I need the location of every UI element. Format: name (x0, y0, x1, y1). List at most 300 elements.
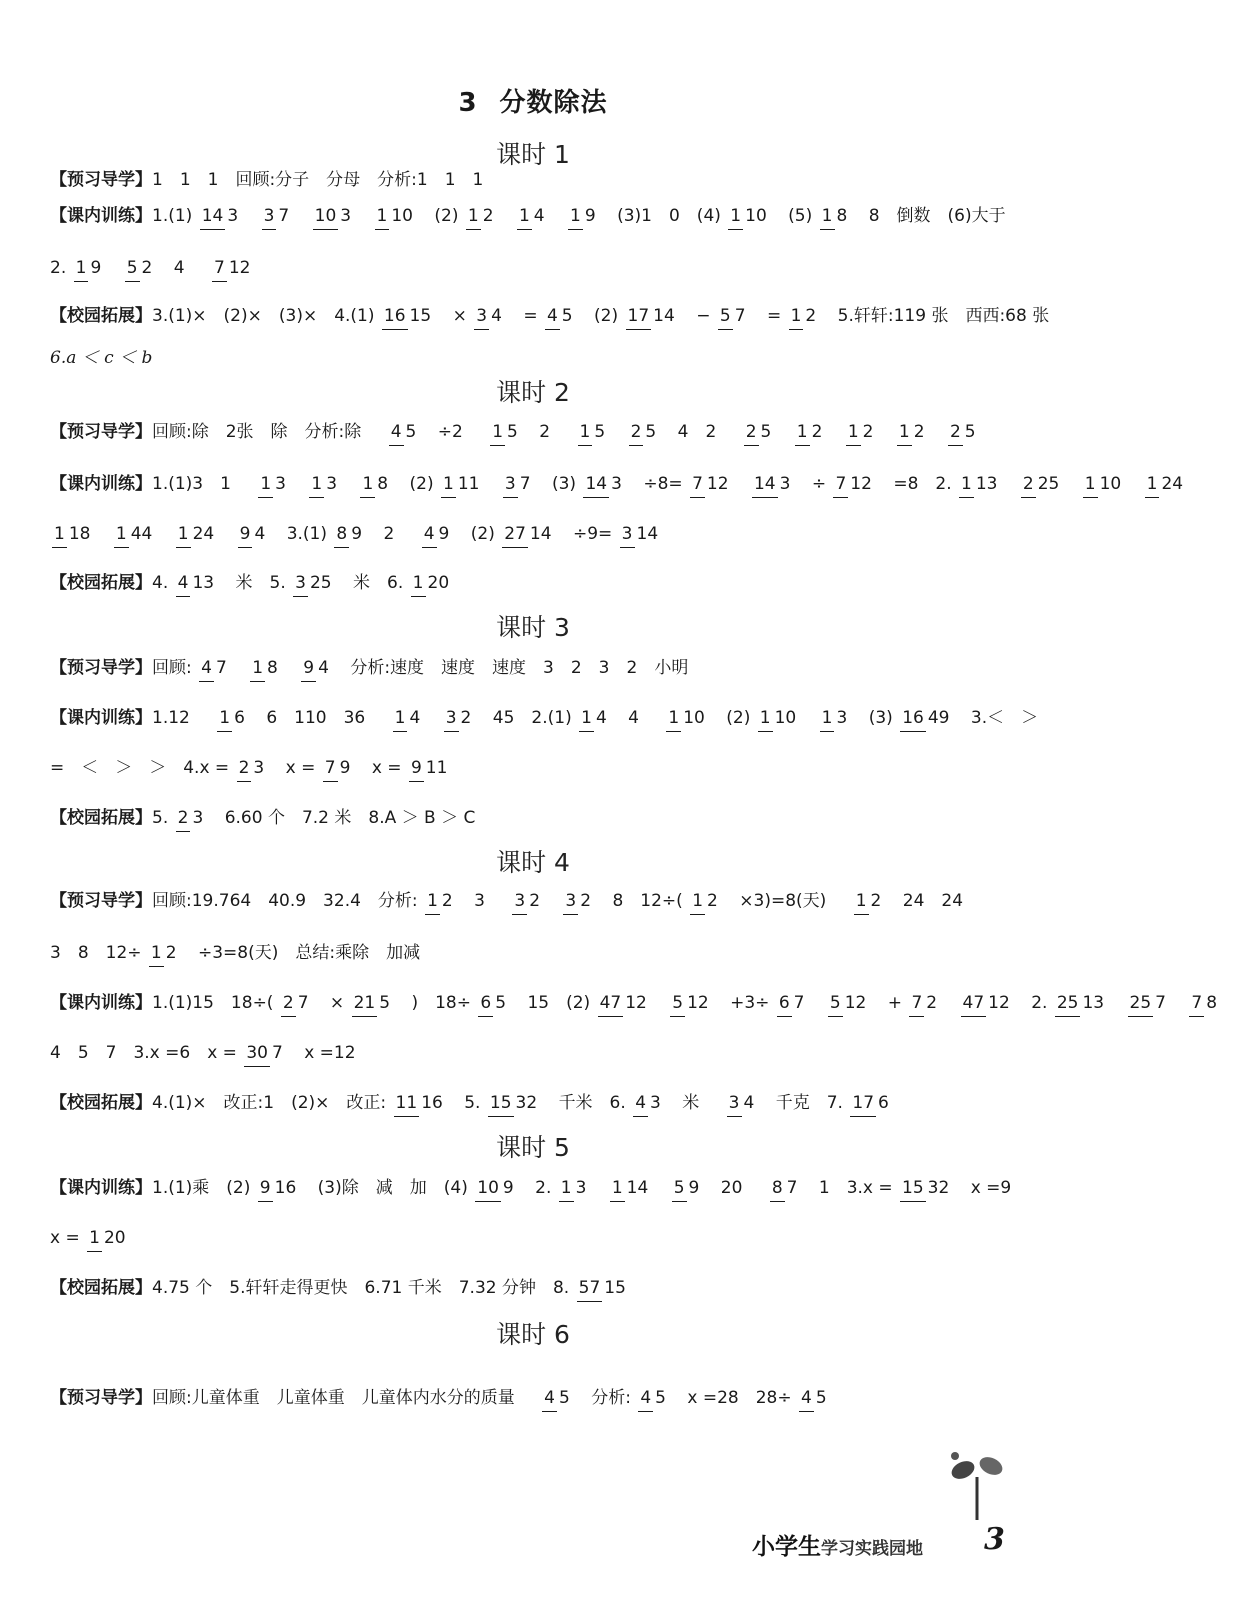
denominator: 5 (815, 1387, 827, 1408)
denominator: 3 (836, 707, 848, 728)
fraction (752, 473, 792, 494)
numerator: 14 (200, 206, 226, 230)
fraction (149, 942, 179, 963)
denominator: 5 (495, 992, 507, 1013)
numerator: 47 (961, 993, 987, 1017)
l3-class-line-1: 【课内训练】1.12 1 6 6 110 36 1 4 3 2 45 2.(1) 1 4 4 1 10 (2) 1 10 1 3 (3) 16 49 3.＜ ＞ (50, 690, 1010, 746)
l4-campus-line: 【校园拓展】4.(1)× 改正:1 (2)× 改正: 11 16 5. 15 32 千米 6. 4 3 米 3 4 千克 7. 17 6 (50, 1075, 1010, 1131)
numerator: 4 (638, 1388, 653, 1412)
denominator: 2 (926, 992, 938, 1013)
fraction (795, 421, 825, 442)
denominator: 18 (68, 523, 91, 544)
denominator: 9 (351, 523, 363, 544)
denominator: 16 (421, 1092, 443, 1113)
numerator: 1 (690, 891, 705, 915)
denominator: 7 (786, 1177, 798, 1198)
numerator: 2 (629, 422, 644, 446)
denominator: 9 (339, 757, 351, 778)
numerator: 21 (352, 993, 378, 1017)
denominator: 9 (502, 1177, 514, 1198)
fraction (629, 421, 659, 442)
denominator: 6 (878, 1092, 889, 1113)
numerator: 1 (728, 206, 743, 230)
numerator: 14 (583, 474, 609, 498)
denominator: 24 (192, 523, 215, 544)
l1-campus-line-2: 6.a ＜ c ＜ b (50, 348, 153, 368)
numerator: 9 (409, 758, 424, 782)
numerator: 3 (563, 891, 578, 915)
numerator: 6 (777, 993, 792, 1017)
denominator: 2 (913, 421, 925, 442)
denominator: 5 (964, 421, 976, 442)
fraction (74, 257, 104, 278)
numerator: 1 (568, 206, 583, 230)
fraction (200, 205, 240, 226)
numerator: 4 (389, 422, 404, 446)
fraction (820, 205, 850, 226)
l3-class-line-2: = ＜ ＞ ＞ 4.x = 2 3 x = 7 9 x = 9 11 (50, 740, 1010, 796)
numerator: 17 (626, 306, 652, 330)
numerator: 1 (559, 1178, 574, 1202)
fraction (444, 707, 474, 728)
fraction (360, 473, 390, 494)
fraction (850, 1092, 890, 1113)
fraction (244, 1042, 284, 1063)
fraction (441, 473, 481, 494)
l1-class-line-2: 2. 1 9 5 2 4 7 12 (50, 240, 1010, 296)
fraction (610, 1177, 650, 1198)
fraction (900, 707, 951, 728)
numerator: 10 (313, 206, 339, 230)
numerator: 7 (323, 758, 338, 782)
numerator: 2 (1021, 474, 1036, 498)
fraction (583, 473, 623, 494)
denominator: 3 (779, 473, 791, 494)
fraction (478, 992, 508, 1013)
l4-preview-line-1: 【预习导学】回顾:19.764 40.9 32.4 分析: 1 2 3 3 2 3 2 8 12÷( 1 2 ×3)=8(天) 1 2 24 24 (50, 873, 1010, 929)
l5-class-line-2: x = 1 20 (50, 1210, 1010, 1266)
l2-campus-line: 【校园拓展】4. 4 13 米 5. 3 25 米 6. 1 20 (50, 555, 1010, 611)
denominator: 4 (254, 523, 266, 544)
numerator: 1 (217, 708, 232, 732)
numerator: 1 (795, 422, 810, 446)
denominator: 9 (438, 523, 450, 544)
fraction (1128, 992, 1168, 1013)
numerator: 6 (478, 993, 493, 1017)
fraction (258, 473, 288, 494)
denominator: 9 (584, 205, 596, 226)
fraction (598, 992, 649, 1013)
page-number: 3 (984, 1522, 1005, 1557)
numerator: 1 (52, 524, 67, 548)
numerator: 1 (425, 891, 440, 915)
denominator: 7 (271, 1042, 283, 1063)
fraction (718, 305, 748, 326)
numerator: 4 (633, 1093, 648, 1117)
numerator: 7 (909, 993, 924, 1017)
fraction (517, 205, 547, 226)
denominator: 2 (805, 305, 817, 326)
fraction (323, 757, 353, 778)
denominator: 5 (405, 421, 417, 442)
l5-campus-line: 【校园拓展】4.75 个 5.轩轩走得更快 6.71 千米 7.32 分钟 8. 57 15 (50, 1260, 1010, 1316)
numerator: 2 (744, 422, 759, 446)
denominator: 25 (1037, 473, 1060, 494)
l3-campus-line: 【校园拓展】5. 2 3 6.60 个 7.2 米 8.A ＞ B ＞ C (50, 790, 1010, 846)
numerator: 3 (727, 1093, 742, 1117)
numerator: 1 (393, 708, 408, 732)
fraction (309, 473, 339, 494)
fraction (1055, 992, 1106, 1013)
fraction (620, 523, 660, 544)
denominator: 10 (1099, 473, 1122, 494)
fraction (626, 305, 677, 326)
denominator: 5 (645, 421, 657, 442)
denominator: 12 (625, 992, 647, 1013)
denominator: 3 (575, 1177, 587, 1198)
fraction (959, 473, 999, 494)
denominator: 4 (409, 707, 421, 728)
fraction (212, 257, 252, 278)
denominator: 2 (707, 890, 718, 911)
fraction (638, 1387, 668, 1408)
denominator: 12 (988, 992, 1010, 1013)
denominator: 12 (850, 473, 872, 494)
numerator: 1 (854, 891, 869, 915)
denominator: 12 (228, 257, 251, 278)
numerator: 1 (250, 658, 265, 682)
denominator: 3 (326, 473, 338, 494)
denominator: 2 (580, 890, 592, 911)
fraction (512, 890, 542, 911)
fraction (820, 707, 850, 728)
numerator: 7 (690, 474, 705, 498)
denominator: 9 (688, 1177, 700, 1198)
fraction (389, 421, 419, 442)
denominator: 10 (683, 707, 705, 728)
denominator: 7 (519, 473, 531, 494)
denominator: 8 (267, 657, 278, 678)
denominator: 2 (482, 205, 494, 226)
numerator: 3 (293, 573, 308, 597)
denominator: 15 (409, 305, 432, 326)
fraction (670, 992, 710, 1013)
fraction (758, 707, 798, 728)
fraction (425, 890, 455, 911)
denominator: 2 (441, 890, 453, 911)
l4-class-line-2: 4 5 7 3.x =6 x = 30 7 x =12 (50, 1025, 1010, 1081)
numerator: 15 (900, 1178, 926, 1202)
denominator: 5 (594, 421, 606, 442)
l1-class-line-1: 【课内训练】1.(1) 14 3 3 7 10 3 1 10 (2) 1 2 1 4 1 9 (3)1 0 (4) 1 10 (5) 1 8 8 倒数 (6)大于 (50, 188, 1010, 244)
fraction (579, 707, 609, 728)
fraction (828, 992, 868, 1013)
denominator: 7 (734, 305, 746, 326)
fraction (1083, 473, 1123, 494)
numerator: 1 (411, 573, 426, 597)
fraction (293, 572, 333, 593)
fraction (633, 1092, 663, 1113)
numerator: 1 (149, 943, 164, 967)
fraction (559, 1177, 589, 1198)
numerator: 25 (1055, 993, 1081, 1017)
denominator: 7 (278, 205, 290, 226)
denominator: 12 (706, 473, 729, 494)
fraction (961, 992, 1012, 1013)
fraction (578, 421, 608, 442)
fraction (411, 572, 451, 593)
l3-preview-line: 【预习导学】回顾: 4 7 1 8 9 4 分析:速度 速度 速度 3 2 3 2 小明 (50, 640, 1010, 696)
fraction (475, 1177, 515, 1198)
numerator: 1 (789, 306, 804, 330)
fraction (393, 707, 423, 728)
fraction (854, 890, 884, 911)
denominator: 49 (927, 707, 950, 728)
numerator: 4 (799, 1388, 814, 1412)
numerator: 1 (114, 524, 129, 548)
numerator: 1 (258, 474, 273, 498)
denominator: 7 (297, 992, 309, 1013)
fraction (542, 1387, 572, 1408)
fraction (690, 473, 730, 494)
fraction (490, 421, 520, 442)
numerator: 1 (820, 708, 835, 732)
page-footer (752, 1520, 1042, 1570)
fraction (262, 205, 292, 226)
fraction (728, 205, 768, 226)
numerator: 30 (244, 1043, 270, 1067)
denominator: 7 (215, 657, 227, 678)
fraction (897, 421, 927, 442)
numerator: 1 (959, 474, 974, 498)
fraction (577, 1277, 628, 1298)
fraction (690, 890, 720, 911)
denominator: 3 (192, 807, 204, 828)
fraction (114, 523, 154, 544)
numerator: 9 (238, 524, 253, 548)
denominator: 25 (309, 572, 332, 593)
denominator: 7 (793, 992, 805, 1013)
denominator: 3 (227, 205, 239, 226)
fraction (199, 657, 229, 678)
l4-preview-line-2: 3 8 12÷ 1 2 ÷3=8(天) 总结:乘除 加减 (50, 925, 1010, 981)
numerator: 2 (948, 422, 963, 446)
brand-logo: 小学生学习实践园地 (752, 1534, 923, 1560)
denominator: 32 (515, 1092, 538, 1113)
fraction (1021, 473, 1061, 494)
denominator: 13 (975, 473, 998, 494)
fraction (382, 305, 433, 326)
fraction (799, 1387, 829, 1408)
numerator: 4 (545, 306, 560, 330)
l2-preview-line: 【预习导学】回顾:除 2张 除 分析:除 4 5 ÷2 1 5 2 1 5 2 5 4 2 2 5 1 2 1 2 1 2 2 5 (50, 404, 1010, 460)
fraction (281, 992, 311, 1013)
fraction (948, 421, 978, 442)
l1-campus-line-1: 【校园拓展】3.(1)× (2)× (3)× 4.(1) 16 15 × 3 4 = 4 5 (2) 17 14 − 5 7 = 1 2 5.轩轩:119 张 西西:68 张 (50, 288, 1010, 344)
denominator: 2 (862, 421, 874, 442)
fraction (777, 992, 807, 1013)
fraction (250, 657, 280, 678)
l2-class-line-2: 1 18 1 44 1 24 9 4 3.(1) 8 9 2 4 9 (2) 27 14 ÷9= 3 14 (50, 506, 1010, 562)
denominator: 11 (457, 473, 480, 494)
numerator: 1 (666, 708, 681, 732)
denominator: 13 (1082, 992, 1105, 1013)
lesson-heading-6: 课时 6 (496, 1320, 570, 1349)
denominator: 44 (130, 523, 153, 544)
numerator: 3 (503, 474, 518, 498)
numerator: 5 (718, 306, 733, 330)
chapter-title: 3 分数除法 (458, 88, 608, 118)
numerator: 1 (466, 206, 481, 230)
l6-preview-line: 【预习导学】回顾:儿童体重 儿童体重 儿童体内水分的质量 4 5 分析: 4 5 x =28 28÷ 4 5 (50, 1370, 1010, 1426)
fraction (727, 1092, 757, 1113)
numerator: 10 (475, 1178, 501, 1202)
lesson-heading-5: 课时 5 (496, 1133, 570, 1162)
fraction (672, 1177, 702, 1198)
fraction (52, 523, 92, 544)
fraction (422, 523, 452, 544)
numerator: 5 (670, 993, 685, 1017)
numerator: 1 (517, 206, 532, 230)
fraction (502, 523, 553, 544)
denominator: 2 (529, 890, 541, 911)
numerator: 1 (1145, 474, 1160, 498)
fraction (394, 1092, 445, 1113)
fraction (176, 572, 216, 593)
denominator: 24 (1161, 473, 1184, 494)
denominator: 4 (318, 657, 329, 678)
fraction (503, 473, 533, 494)
denominator: 8 (377, 473, 389, 494)
numerator: 4 (199, 658, 214, 682)
denominator: 2 (165, 942, 177, 963)
numerator: 1 (820, 206, 835, 230)
denominator: 2 (811, 421, 823, 442)
denominator: 12 (687, 992, 709, 1013)
denominator: 2 (141, 257, 153, 278)
denominator: 4 (533, 205, 545, 226)
numerator: 9 (258, 1178, 273, 1202)
numerator: 27 (502, 524, 528, 548)
denominator: 2 (870, 890, 882, 911)
fraction (176, 523, 216, 544)
numerator: 8 (770, 1178, 785, 1202)
fraction (770, 1177, 800, 1198)
l4-class-line-1: 【课内训练】1.(1)15 18÷( 2 7 × 21 5 ) 18÷ 6 5 15 (2) 47 12 5 12 +3÷ 6 7 5 12 + 7 2 47 12 2. 25 13 25 7 7 8 (50, 975, 1010, 1031)
fraction (238, 523, 268, 544)
numerator: 7 (212, 258, 227, 282)
numerator: 1 (610, 1178, 625, 1202)
numerator: 7 (833, 474, 848, 498)
fraction (176, 807, 206, 828)
fraction (846, 421, 876, 442)
lesson-heading-4: 课时 4 (496, 848, 570, 877)
fraction (1145, 473, 1185, 494)
numerator: 14 (752, 474, 778, 498)
fraction (313, 205, 353, 226)
numerator: 1 (375, 206, 390, 230)
numerator: 25 (1128, 993, 1154, 1017)
denominator: 14 (653, 305, 675, 326)
fraction (334, 523, 364, 544)
numerator: 3 (262, 206, 277, 230)
numerator: 3 (620, 524, 635, 548)
l1-preview-line: 【预习导学】1 1 1 回顾:分子 分母 分析:1 1 1 (50, 170, 484, 190)
numerator: 2 (176, 808, 191, 832)
denominator: 5 (507, 421, 518, 442)
fraction (666, 707, 706, 728)
denominator: 2 (460, 707, 472, 728)
fraction (375, 205, 415, 226)
numerator: 1 (897, 422, 912, 446)
fraction (237, 757, 267, 778)
numerator: 7 (1189, 993, 1204, 1017)
numerator: 1 (87, 1228, 102, 1252)
denominator: 5 (379, 992, 391, 1013)
fraction (744, 421, 774, 442)
fraction (568, 205, 598, 226)
denominator: 4 (595, 707, 607, 728)
l2-class-line-1: 【课内训练】1.(1)3 1 1 3 1 3 1 8 (2) 1 11 3 7 (3) 14 3 ÷8= 7 12 14 3 ÷ 7 12 =8 2. 1 13 2 25 1 10 1 24 (50, 456, 1010, 512)
fraction (352, 992, 392, 1013)
lesson-heading-1: 课时 1 (496, 140, 570, 169)
fraction (474, 305, 504, 326)
numerator: 16 (900, 708, 926, 732)
lesson-heading-2: 课时 2 (496, 378, 570, 407)
numerator: 4 (542, 1388, 557, 1412)
fraction (789, 305, 819, 326)
numerator: 1 (1083, 474, 1098, 498)
numerator: 15 (488, 1093, 514, 1117)
denominator: 10 (745, 205, 767, 226)
numerator: 47 (598, 993, 624, 1017)
lesson-heading-3: 课时 3 (496, 613, 570, 642)
sprout-icon (947, 1442, 1007, 1522)
denominator: 4 (491, 305, 502, 326)
denominator: 4 (743, 1092, 755, 1113)
denominator: 15 (604, 1277, 626, 1298)
denominator: 3 (650, 1092, 661, 1113)
denominator: 3 (253, 757, 265, 778)
denominator: 14 (626, 1177, 649, 1198)
denominator: 20 (427, 572, 450, 593)
fraction (217, 707, 247, 728)
denominator: 13 (192, 572, 215, 593)
numerator: 16 (382, 306, 408, 330)
denominator: 10 (774, 707, 797, 728)
numerator: 1 (490, 422, 505, 446)
numerator: 1 (309, 474, 324, 498)
fraction (833, 473, 873, 494)
denominator: 10 (391, 205, 413, 226)
fraction (545, 305, 575, 326)
fraction (409, 757, 449, 778)
denominator: 7 (1155, 992, 1166, 1013)
denominator: 5 (561, 305, 573, 326)
numerator: 1 (579, 708, 594, 732)
numerator: 2 (237, 758, 252, 782)
numerator: 3 (512, 891, 527, 915)
numerator: 2 (281, 993, 296, 1017)
denominator: 5 (760, 421, 772, 442)
numerator: 1 (176, 524, 191, 548)
denominator: 32 (927, 1177, 950, 1198)
denominator: 12 (844, 992, 867, 1013)
l5-class-line-1: 【课内训练】1.(1)乘 (2) 9 16 (3)除 减 加 (4) 10 9 2. 1 3 1 14 5 9 20 8 7 1 3.x = 15 32 x =9 (50, 1160, 1010, 1216)
denominator: 16 (274, 1177, 297, 1198)
numerator: 5 (672, 1178, 687, 1202)
denominator: 5 (558, 1387, 570, 1408)
